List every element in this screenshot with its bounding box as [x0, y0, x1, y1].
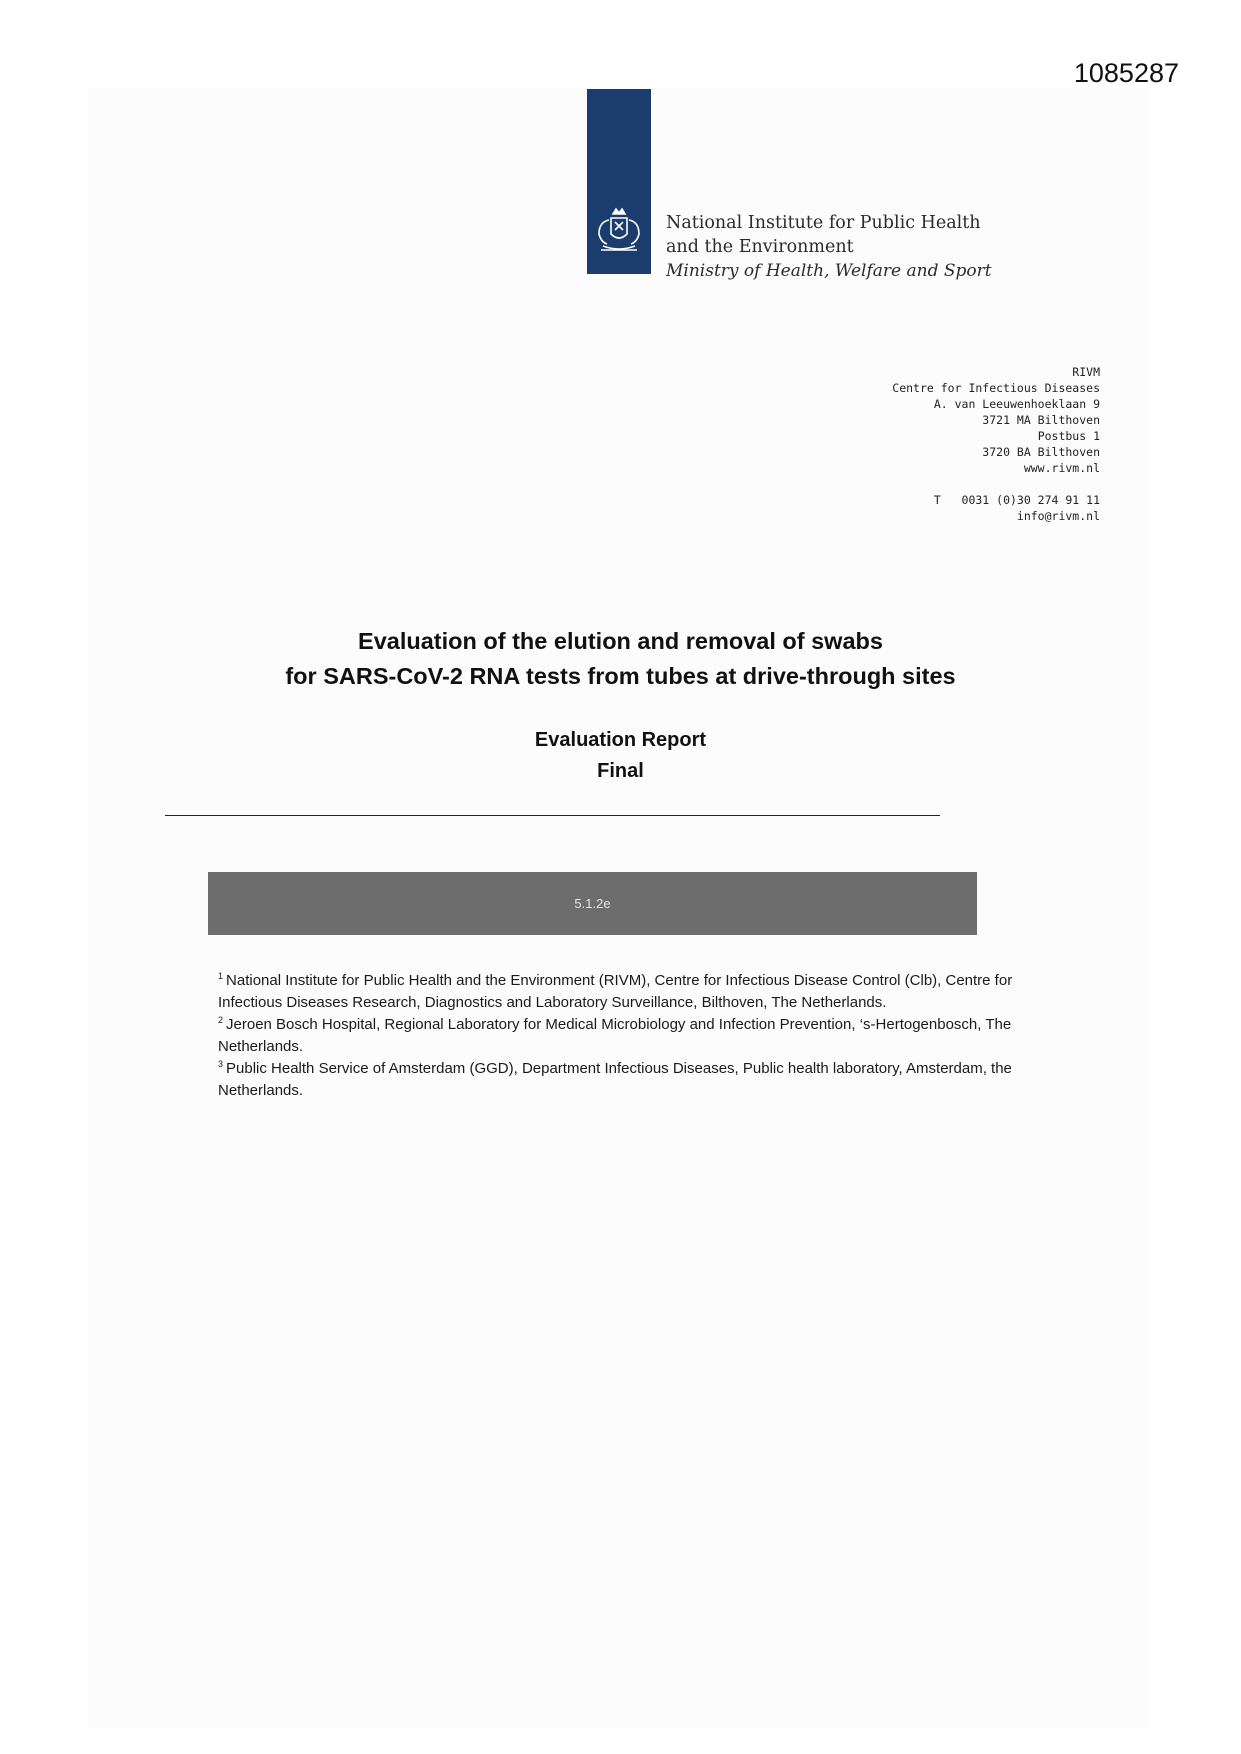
email-link[interactable]: info@rivm.nl	[1016, 509, 1100, 523]
report-type: Evaluation Report	[534, 729, 707, 751]
document-number: 1085287	[1073, 58, 1179, 88]
footnote	[218, 970, 1038, 1014]
affiliation-footnotes	[218, 970, 1038, 1102]
address-line: A. van Leeuwenhoeklaan 9	[933, 397, 1100, 411]
horizontal-divider	[165, 815, 940, 816]
footnote	[218, 1058, 1038, 1102]
redaction-code: 5.1.2e	[574, 896, 611, 911]
footnote-marker: 2	[218, 1015, 224, 1025]
address-line: 3720 BA Bilthoven	[982, 445, 1100, 459]
report-title	[0, 624, 1241, 694]
address-block	[892, 364, 1100, 524]
organisation-name	[666, 211, 992, 283]
report-subtitle	[0, 725, 1241, 787]
phone-number: T 0031 (0)30 274 91 11	[933, 493, 1100, 507]
org-name-line2: and the Environment	[666, 237, 854, 257]
report-status: Final	[597, 760, 644, 782]
footnote	[218, 1014, 1038, 1058]
footnote-text: National Institute for Public Health and the Environment (RIVM), Centre for Infectious Disease Control (Clb), Centre for Infectious Diseases Research, Diagnostics and Laboratory Surveillance, Bilthoven, The Netherlands.	[218, 972, 1013, 1011]
report-title-line1: Evaluation of the elution and removal of swabs	[358, 628, 883, 654]
redaction-block	[208, 872, 977, 935]
report-title-line2: for SARS-CoV-2 RNA tests from tubes at drive-through sites	[285, 663, 956, 689]
footnote-text: Public Health Service of Amsterdam (GGD), Department Infectious Diseases, Public health laboratory, Amsterdam, the Netherlands.	[218, 1060, 1012, 1099]
address-line: Postbus 1	[1037, 429, 1100, 443]
address-line: RIVM	[1072, 365, 1100, 379]
website-link[interactable]: www.rivm.nl	[1023, 461, 1100, 475]
footnote-marker: 1	[218, 971, 224, 981]
address-line: Centre for Infectious Diseases	[892, 381, 1100, 395]
org-name-line1: National Institute for Public Health	[666, 213, 981, 233]
ministry-name: Ministry of Health, Welfare and Sport	[666, 261, 992, 281]
royal-crest-icon	[587, 206, 651, 262]
address-line: 3721 MA Bilthoven	[982, 413, 1100, 427]
footnote-marker: 3	[218, 1059, 224, 1069]
footnote-text: Jeroen Bosch Hospital, Regional Laboratory for Medical Microbiology and Infection Prevention, ‘s-Hertogenbosch, The Netherlands.	[218, 1016, 1012, 1055]
